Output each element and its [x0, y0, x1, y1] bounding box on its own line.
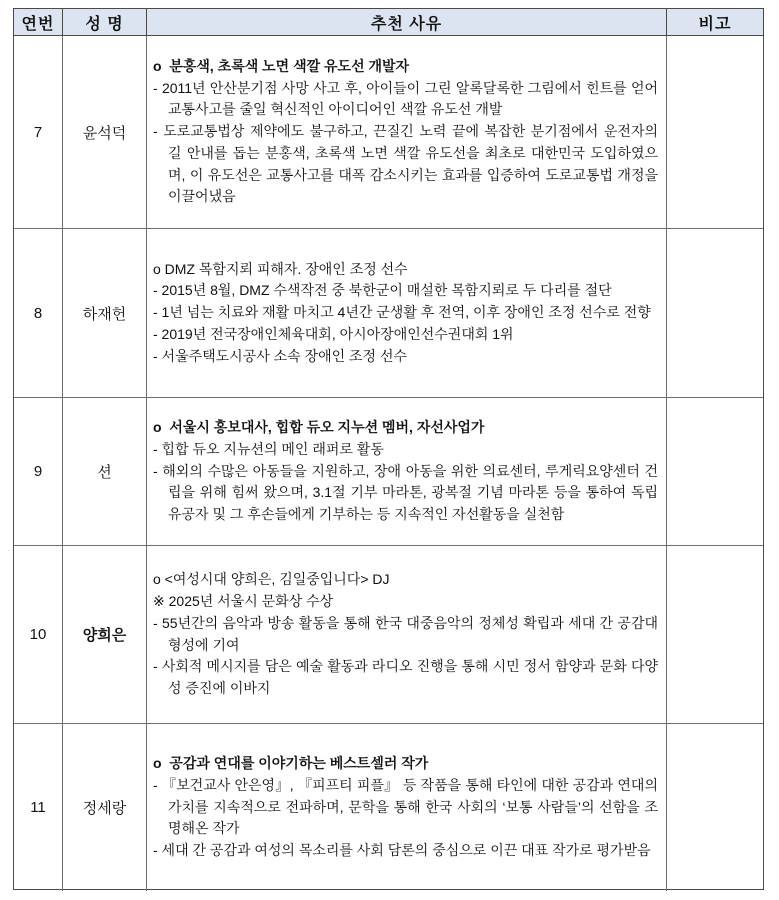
table-row	[14, 36, 763, 229]
table-body	[14, 36, 763, 891]
row-number: 8	[14, 229, 63, 397]
reason-item: - 2015년 8월, DMZ 수색작전 중 북한군이 매설한 목함지뢰로 두 다리를 절단	[153, 282, 612, 299]
reason-heading: o <여성시대 양희은, 김일중입니다> DJ	[153, 571, 390, 588]
remark-cell	[667, 724, 763, 891]
recommendation-table	[13, 8, 764, 890]
reason-item: - 2011년 안산분기점 사망 사고 후, 아이들이 그린 알록달록한 그림에서 힌트를 얻어 교통사고를 줄일 혁신적인 아이디어인 색깔 유도선 개발	[153, 79, 658, 118]
reason-item: - 해외의 수많은 아동들을 지원하고, 장애 아동을 위한 의료센터, 루게릭요양센터 건립을 위해 힘써 왔으며, 3.1절 기부 마라톤, 광복절 기념 마라톤 등을 통하여 독립유공자 및 그 후손들에게 기부하는 등 지속적인 자선활동을 실천함	[153, 462, 658, 523]
remark-cell	[667, 398, 763, 545]
reason-item: - 『보건교사 안은영』, 『피프티 피플』 등 작품을 통해 타인에 대한 공감과 연대의 가치를 지속적으로 전파하며, 문학을 통해 한국 사회의 ‘보통 사람들’의 선함을 조명해온 작가	[153, 776, 658, 837]
table-row	[14, 724, 763, 891]
row-name: 하재헌	[63, 229, 147, 397]
remark-cell	[667, 36, 763, 228]
header-recommendation-reason: 추천 사유	[147, 9, 667, 35]
row-name: 양희은	[63, 546, 147, 723]
row-number: 7	[14, 36, 63, 228]
reason-cell	[147, 398, 667, 545]
row-number: 11	[14, 724, 63, 891]
table-row	[14, 546, 763, 724]
row-number: 9	[14, 398, 63, 545]
row-number: 10	[14, 546, 63, 723]
reason-item: - 사회적 메시지를 담은 예술 활동과 라디오 진행을 통해 시민 정서 함양과 문화 다양성 증진에 이바지	[153, 658, 658, 696]
row-name: 윤석덕	[63, 36, 147, 228]
reason-cell	[147, 36, 667, 228]
reason-cell	[147, 724, 667, 891]
table-header-row	[14, 9, 763, 36]
reason-item: - 2019년 전국장애인체육대회, 아시아장애인선수권대회 1위	[153, 325, 514, 342]
table-row	[14, 398, 763, 546]
remark-cell	[667, 229, 763, 397]
header-serial-number: 연번	[14, 9, 63, 35]
reason-heading: o 공감과 연대를 이야기하는 베스트셀러 작가	[153, 755, 429, 772]
reason-cell	[147, 546, 667, 723]
header-remarks: 비고	[698, 15, 732, 33]
reason-heading: o DMZ 목함지뢰 피해자. 장애인 조정 선수	[153, 260, 408, 277]
reason-item: - 힙합 듀오 지뉴션의 메인 래퍼로 활동	[153, 440, 384, 457]
reason-item: - 세대 간 공감과 여성의 목소리를 사회 담론의 중심으로 이끈 대표 작가로 평가받음	[153, 842, 651, 859]
reason-item: - 55년간의 음악과 방송 활동을 통해 한국 대중음악의 정체성 확립과 세대 간 공감대 형성에 기여	[153, 614, 658, 653]
table-row	[14, 229, 763, 398]
reason-item: - 서울주택도시공사 소속 장애인 조정 선수	[153, 347, 408, 364]
reason-heading: o 서울시 홍보대사, 힙합 듀오 지누션 멤버, 자선사업가	[153, 419, 485, 436]
reason-heading: o 분홍색, 초록색 노면 색깔 유도선 개발자	[153, 58, 410, 75]
reason-item: - 도로교통법상 제약에도 불구하고, 끈질긴 노력 끝에 복잡한 분기점에서 운전자의 길 안내를 돕는 분홍색, 초록색 노면 색깔 유도선을 최초로 대한민국 도입하였으며, 이 유도선은 교통사고를 대폭 감소시키는 효과를 입증하여 도로교통법 개정을 이끌어냈음	[153, 123, 658, 205]
row-name: 션	[63, 398, 147, 545]
row-name: 정세랑	[63, 724, 147, 891]
header-name: 성 명	[63, 9, 147, 35]
reason-item: - 1년 넘는 치료와 재활 마치고 4년간 군생활 후 전역, 이후 장애인 조정 선수로 전향	[153, 304, 651, 321]
reason-cell	[147, 229, 667, 397]
remark-cell	[667, 546, 763, 723]
reason-item: ※ 2025년 서울시 문화상 수상	[153, 593, 334, 610]
